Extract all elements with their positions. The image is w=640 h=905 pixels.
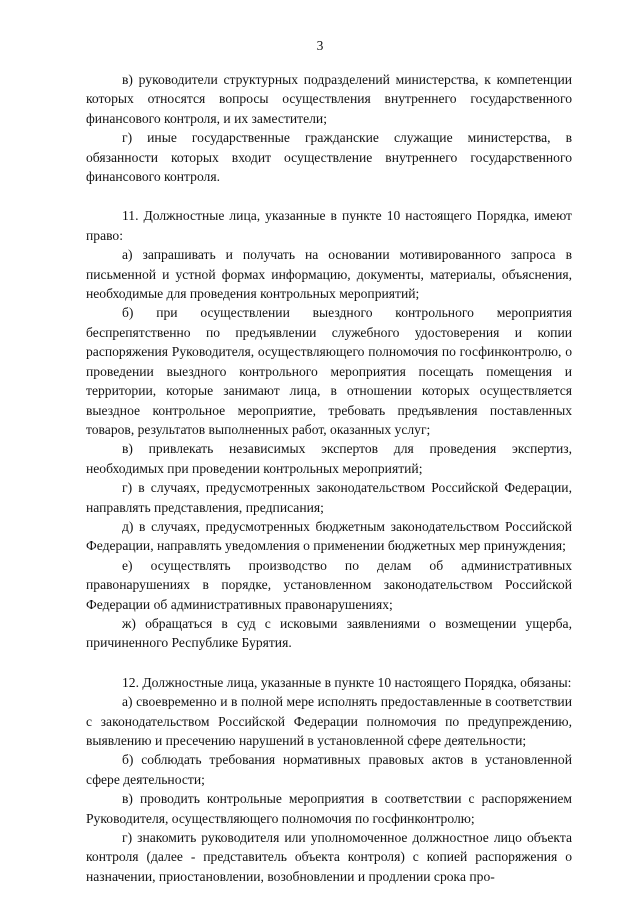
paragraph-3v: в) руководители структурных подразделений министерства, к компетенции которых относятся вопросы осуществления внутреннего государственного финансового контроля, и их заместители;	[86, 72, 572, 126]
paragraph-12-heading: 12. Должностные лица, указанные в пункте 10 настоящего Порядка, обязаны:	[122, 674, 572, 690]
document-body	[86, 70, 572, 886]
paragraph-11d: д) в случаях, предусмотренных бюджетным законодательством Российской Федерации, направлять уведомления о применении бюджетных мер принуждения;	[86, 518, 572, 554]
page-number: 3	[316, 38, 324, 53]
paragraph-11g: г) в случаях, предусмотренных законодательством Российской Федерации, направлять представления, предписания;	[86, 480, 572, 515]
paragraph-11b: б) при осуществлении выездного контрольного мероприятия беспрепятственно по предъявлении служебного удостоверения и копии распоряжения Руководителя, осуществляющего полномочия по госфинконтролю, о проведении выездного контрольного мероприятия посещать помещения и территории, которые занимают лица, в отношении которых осуществляется выездное контрольное мероприятие, требовать предъявления поставленных товаров, результатов выполненных работ, оказанных услуг;	[86, 305, 572, 437]
paragraph-12v: в) проводить контрольные мероприятия в соответствии с распоряжением Руководителя, осуществляющего полномочия по госфинконтролю;	[86, 791, 572, 826]
paragraph-11-heading: 11. Должностные лица, указанные в пункте 10 настоящего Порядка, имеют право:	[86, 208, 572, 243]
paragraph-3g: г) иные государственные гражданские служащие министерства, в обязанности которых входит осуществление внутреннего государственного финансового контроля.	[86, 130, 572, 185]
paragraph-11v: в) привлекать независимых экспертов для проведения экспертиз, необходимых при проведении контрольных мероприятий;	[86, 441, 572, 476]
paragraph-gap	[86, 653, 572, 673]
paragraph-gap	[86, 186, 572, 206]
paragraph-11a: а) запрашивать и получать на основании мотивированного запроса в письменной и устной формах информацию, документы, материалы, объяснения, необходимые для проведения контрольных мероприятий;	[86, 247, 572, 302]
paragraph-12a: а) своевременно и в полной мере исполнять предоставленные в соответствии с законодательством Российской Федерации полномочия по предупреждению, выявлению и пресечению нарушений в установленной сфере деятельности;	[86, 694, 572, 748]
paragraph-11e: е) осуществлять производство по делам об административных правонарушениях в порядке, установленном законодательством Российской Федерации об административных правонарушениях;	[86, 557, 572, 612]
paragraph-12b: б) соблюдать требования нормативных правовых актов в установленной сфере деятельности;	[86, 752, 572, 787]
paragraph-11zh: ж) обращаться в суд с исковыми заявлениями о возмещении ущерба, причиненного Республике Бурятия.	[86, 615, 572, 651]
paragraph-12g: г) знакомить руководителя или уполномоченное должностное лицо объекта контроля (далее - представитель объекта контроля) с копией распоряжения о назначении, приостановлении, возобновлении и продлении срока про-	[86, 830, 572, 884]
